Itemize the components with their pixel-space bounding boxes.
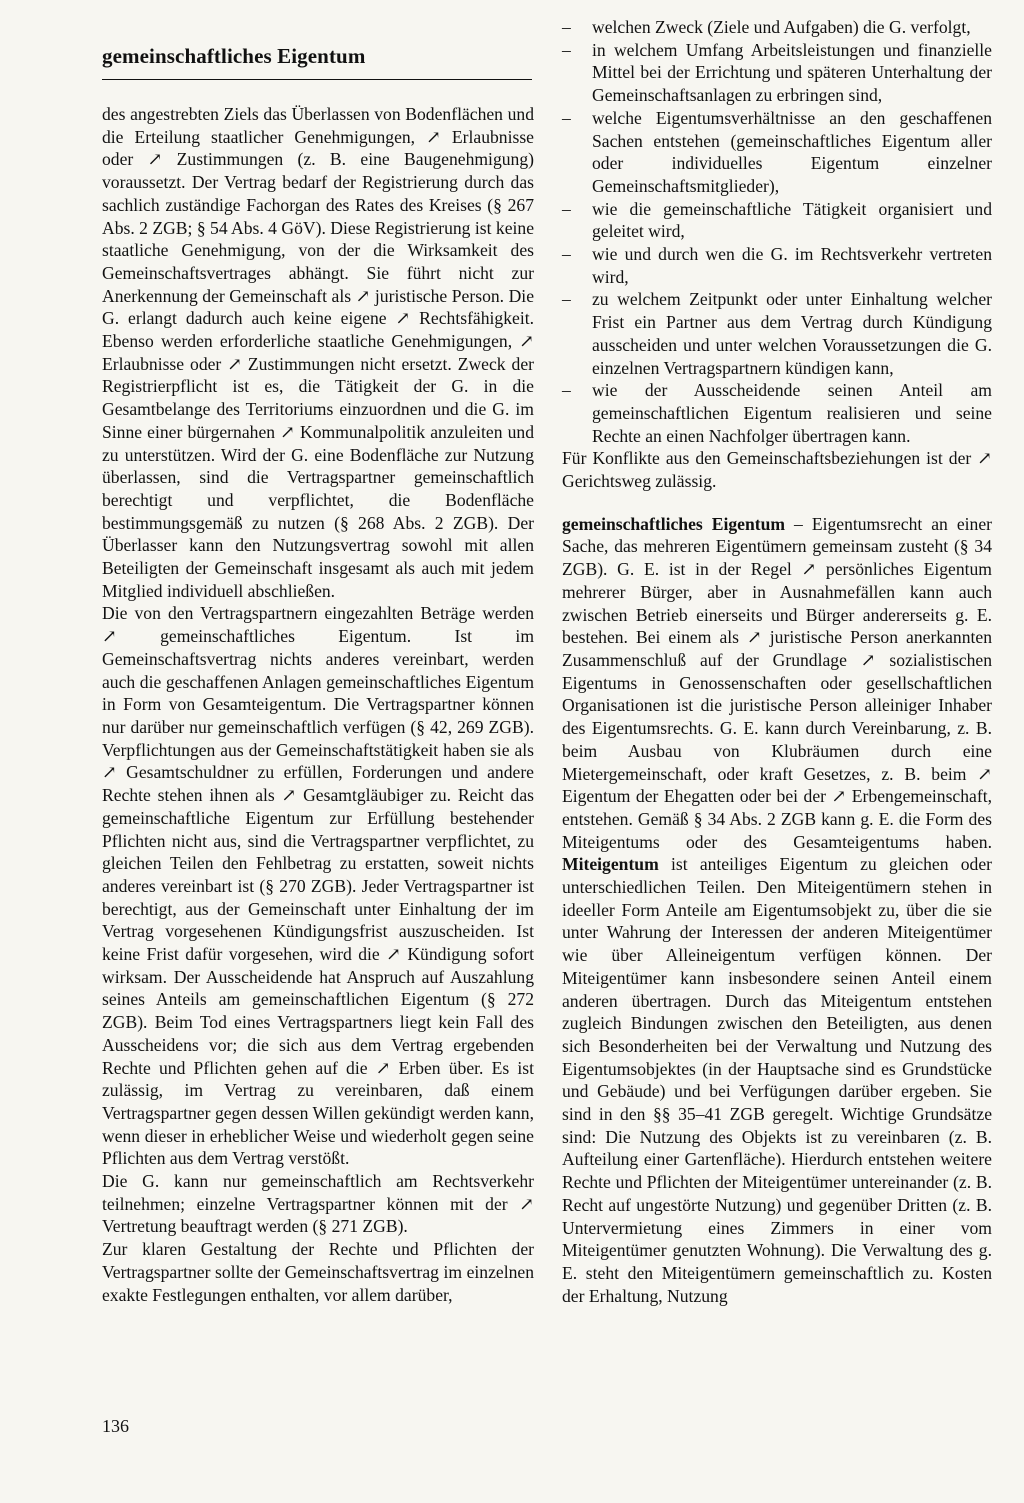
header-rule [102, 79, 532, 80]
bullet-item-3 [562, 107, 992, 198]
bullet-item-5 [562, 243, 992, 288]
bullet-dash: – [562, 107, 571, 128]
bullet-dash: – [562, 289, 571, 310]
closing-paragraph: Für Konflikte aus den Gemeinschaftsbeziehungen ist der ↗ Gerichtsweg zulässig. [562, 448, 992, 492]
bullet-item-1 [562, 16, 992, 39]
left-paragraph-4: Zur klaren Gestaltung der Rechte und Pflichten der Vertragspartner sollte der Gemeinschaftsvertrag im einzelnen exakte Festlegungen enthalten, vor allem darüber, [102, 1239, 534, 1305]
bullet-text: zu welchem Zeitpunkt oder unter Einhaltung welcher Frist ein Partner aus dem Vertrag durch Kündigung ausscheiden und unter welchen Voraussetzungen die G. einzelnen Vertragspartnern kündigen kann, [592, 289, 992, 378]
bullet-item-4 [562, 198, 992, 243]
left-paragraph-1: des angestrebten Ziels das Überlassen von Bodenflächen und die Erteilung staatlicher Genehmigungen, ↗ Erlaubnisse oder ↗ Zustimmungen (z. B. eine Baugenehmigung) voraussetzt. Der Vertrag bedarf der Registrierung durch das sachlich zuständige Fachorgan des Rates des Kreises (§ 267 Abs. 2 ZGB; § 54 Abs. 4 GöV). Diese Registrierung ist keine staatliche Genehmigung, von der die Wirksamkeit des Gemeinschaftsvertrages abhängt. Sie führt nicht zur Anerkennung der Gemeinschaft als ↗ juristische Person. Die G. erlangt dadurch auch keine eigene ↗ Rechtsfähigkeit. Ebenso werden erforderliche staatliche Genehmigungen, ↗ Erlaubnisse oder ↗ Zustimmungen nicht ersetzt. Zweck der Registrierpflicht ist es, die Tätigkeit der G. in die Gesamtbelange des Territoriums einzuordnen und die G. im Sinne einer bürgernahen ↗ Kommunalpolitik anzuleiten und zu unterstützen. Wird der G. eine Bodenfläche zur Nutzung überlassen, sind die Vertragspartner gemeinschaftlich berechtigt und verpflichtet, die Bodenfläche bestimmungsgemäß zu nutzen (§ 268 Abs. 2 ZGB). Der Überlasser kann den Nutzungsvertrag sowohl mit allen Beteiligten der Gemeinschaft insgesamt als auch mit jedem Mitglied individuell abschließen. [102, 104, 534, 601]
bullet-text: welchen Zweck (Ziele und Aufgaben) die G. verfolgt, [592, 17, 971, 37]
left-paragraph-2: Die von den Vertragspartnern eingezahlten Beträge werden ↗ gemeinschaftliches Eigentum. Ist im Gemeinschaftsvertrag nichts anderes vereinbart, werden auch die geschaffenen Anlagen gemeinschaftliches Eigentum in Form von Gesamteigentum. Die Vertragspartner können nur darüber nur gemeinschaftlich verfügen (§ 42, 269 ZGB). Verpflichtungen aus der Gemeinschaftstätigkeit haben sie als ↗ Gesamtschuldner zu erfüllen, Forderungen und andere Rechte stehen ihnen als ↗ Gesamtgläubiger zu. Reicht das gemeinschaftliche Eigentum zur Erfüllung bestehender Pflichten nicht aus, sind die Vertragspartner verpflichtet, zu gleichen Teilen den Fehlbetrag zu erstatten, soweit nichts anderes vereinbart ist (§ 270 ZGB). Jeder Vertragspartner ist berechtigt, aus der Gemeinschaft unter Einhaltung der im Vertrag vorgesehenen Kündigungsfrist auszuscheiden. Ist keine Frist dafür vorgesehen, wird die ↗ Kündigung sofort wirksam. Der Ausscheidende hat Anspruch auf Auszahlung seines Anteils am gemeinschaftlichen Eigentum (§ 272 ZGB). Beim Tod eines Vertragspartners liegt kein Fall des Ausscheidens vor; die sich aus dem Vertrag ergebenden Rechte und Pflichten gehen auf die ↗ Erben über. Es ist zulässig, im Vertrag zu vereinbaren, daß einem Vertragspartner gegen dessen Willen gekündigt werden kann, wenn dieser in erheblicher Weise und wiederholt gegen seine Pflichten aus dem Vertrag verstößt. [102, 603, 534, 1169]
bullet-dash: – [562, 17, 571, 37]
entry-text-part-1: – Eigentumsrecht an einer Sache, das mehreren Eigentümern gemeinsam zusteht (§ 34 ZGB). G. E. ist in der Regel ↗ persönliches Eigentum mehrerer Bürger, aber in Ausnahmefällen kann auch zwischen Betrieb einerseits und Bürger andererseits g. E. bestehen. Bei einem als ↗ juristische Person anerkannten Zusammenschluß auf der Grundlage ↗ sozialistischen Eigentums in Genossenschaften oder gesellschaftlichen Organisationen ist die juristische Person alleiniger Inhaber des Eigentumsrechts. G. E. kann durch Vereinbarung, z. B. beim Ausbau von Klubräumen durch eine Mietergemeinschaft, oder kraft Gesetzes, z. B. beim ↗ Eigentum der Ehegatten oder bei der ↗ Erbengemeinschaft, entstehen. Gemäß § 34 Abs. 2 ZGB kann g. E. die Form des Miteigentums oder des Gesamteigentums haben. [562, 513, 993, 852]
bullet-item-7 [562, 379, 992, 447]
bullet-text: wie und durch wen die G. im Rechtsverkehr vertreten wird, [592, 244, 992, 287]
bullet-text: welche Eigentumsverhältnisse an den geschaffenen Sachen entstehen (gemeinschaftliches Eigentum aller oder individuelles Eigentum einzelner Gemeinschaftsmitglieder), [592, 107, 992, 196]
left-column [102, 103, 534, 1306]
bullet-text: wie die gemeinschaftliche Tätigkeit organisiert und geleitet wird, [592, 198, 992, 242]
bullet-dash: – [562, 39, 571, 60]
bullet-dash: – [562, 198, 571, 219]
entry-text-part-2: ist anteiliges Eigentum zu gleichen oder unterschiedlichen Teilen. Den Miteigentümern stehen in ideeller Form Anteile am Eigentumsobjekt zu, über die sie unter Wahrung der Interessen der anderen Miteigentümer wie über Alleineigentum verfügen können. Der Miteigentümer kann insbesondere seinen Anteil einem anderen übertragen. Durch das Miteigentum entstehen zugleich Bindungen zwischen den Beteiligten, aus denen sich Besonderheiten bei der Verwaltung und Nutzung des Eigentumsobjektes (in der Hauptsache sind es Grundstücke und Gebäude) und bei Verfügungen darüber ergeben. Sie sind in den §§ 35–41 ZGB geregelt. Wichtige Grundsätze sind: Die Nutzung des Objekts ist zu vereinbaren (z. B. Aufteilung einer Gartenfläche). Hierdurch entstehen weitere Rechte und Pflichten der Miteigentümer untereinander (z. B. Recht auf ungestörte Nutzung) und gegenüber Dritten (z. B. Untervermietung eines Zimmers in einer vom Miteigentümer genutzten Wohnung). Die Verwaltung des g. E. steht den Miteigentümern gemeinschaftlich zu. Kosten der Erhaltung, Nutzung [562, 854, 992, 1306]
bullet-dash: – [562, 380, 571, 401]
page-number: 136 [102, 1416, 129, 1436]
page-header-title: gemeinschaftliches Eigentum [102, 44, 366, 68]
bullet-item-6 [562, 288, 992, 379]
bullet-text: in welchem Umfang Arbeitsleistungen und finanzielle Mittel bei der Errichtung und späteren Unterhaltung der Gemeinschaftsanlagen zu erbringen sind, [592, 39, 992, 106]
entry-headword: gemeinschaftliches Eigentum [562, 513, 786, 534]
dictionary-entry [562, 513, 992, 1308]
bullet-item-2 [562, 39, 992, 107]
entry-bold-term: Miteigentum [562, 854, 659, 875]
bullet-text: wie der Ausscheidende seinen Anteil am gemeinschaftlichen Eigentum realisieren und seine Rechte an einen Nachfolger übertragen kann. [592, 380, 992, 446]
bullet-dash: – [562, 244, 571, 265]
left-paragraph-3: Die G. kann nur gemeinschaftlich am Rechtsverkehr teilnehmen; einzelne Vertragspartner können mit der ↗ Vertretung beauftragt werden (§ 271 ZGB). [102, 1171, 534, 1237]
right-column [562, 16, 992, 1307]
